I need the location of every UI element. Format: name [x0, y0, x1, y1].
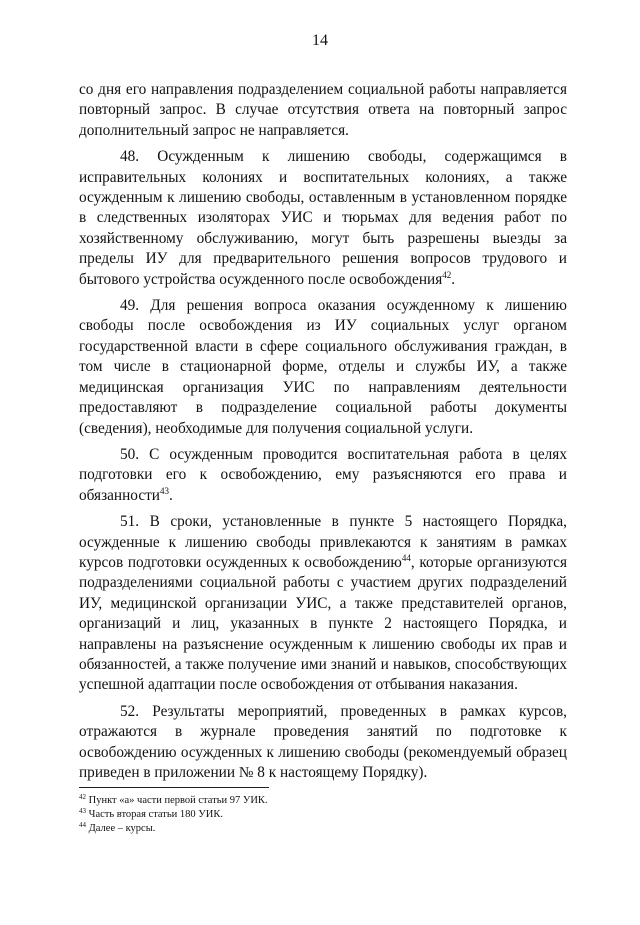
footnotes: [79, 794, 567, 836]
paragraph-text: 50. С осужденным проводится воспитательная работа в целях подготовки его к освобождению, ему разъясняются его права и обязанности: [79, 445, 567, 504]
page-number: 14: [312, 32, 328, 49]
footnote-ref-44[interactable]: 44: [401, 552, 411, 563]
paragraph-end: .: [168, 486, 173, 504]
paragraph-text: 52. Результаты мероприятий, проведенных в рамках курсов, отражаются в журнале проведения занятий по подготовке к освобождению осужденных к лишению свободы (рекомендуемый образец приведен в приложении № 8 к настоящему Порядку).: [79, 702, 567, 781]
paragraph-text: 49. Для решения вопроса оказания осужденному к лишению свободы после освобождения из ИУ социальных услуг органом государственной власти в сфере социального обслуживания граждан, в том числе в стационарной форме, отделы и службы ИУ, а также медицинская организация УИС по направлениям деятельности предоставляют в подразделение социальной работы документы (сведения), необходимые для получения социальной услуги.: [79, 297, 567, 437]
footnote-marker: 43: [79, 807, 86, 815]
paragraph-end: .: [451, 270, 456, 288]
footnote-text: Часть вторая статьи 180 УИК.: [88, 809, 223, 820]
paragraph-text-continued: , которые организуются подразделениями социальной работы с участием других подразделений ИУ, медицинской организации УИС, а также представителей органов, организаций и лиц, указанных в пункте 2 настоящего Порядка, и направлены на разъяснение осужденным к лишению свободы их прав и обязанностей, а также получение ими знаний и навыков, способствующих успешной адаптации после освобождения от отбывания наказания.: [79, 553, 567, 694]
paragraph-text: 51. В сроки, установленные в пункте 5 настоящего Порядка, осужденные к лишению свободы привлекаются к занятиям в рамках курсов подготовки осужденных к освобождению: [79, 513, 567, 571]
footnote-ref-43[interactable]: 43: [159, 485, 169, 496]
footnote-separator: [79, 787, 269, 788]
footnote-marker: 44: [79, 821, 86, 829]
footnote-43: [79, 808, 567, 822]
footnote-44: [79, 822, 567, 836]
paragraph-52: [79, 702, 567, 784]
paragraph-49: [79, 296, 567, 439]
body-text: [79, 80, 567, 789]
paragraph-51: [79, 512, 567, 696]
footnote-text: Пункт «а» части первой статьи 97 УИК.: [88, 795, 268, 806]
paragraph-continuation: [79, 80, 567, 141]
paragraph-text: 48. Осужденным к лишению свободы, содержащимся в исправительных колониях и воспитательных колониях, а также осужденным к лишению свободы, оставленным в установленном порядке в следственных изоляторах УИС и тюрьмах для ведения работ по хозяйственному обслуживанию, могут быть разрешены выезды за пределы ИУ для предварительного решения вопросов трудового и бытового устройства осужденного после освобождения: [79, 148, 567, 288]
paragraph-50: [79, 445, 567, 506]
paragraph-text: со дня его направления подразделением социальной работы направляется повторный запрос. В случае отсутствия ответа на повторный запрос дополнительный запрос не направляется.: [79, 81, 567, 139]
footnote-ref-42[interactable]: 42: [442, 269, 452, 280]
footnote-marker: 42: [79, 793, 86, 801]
paragraph-48: [79, 147, 567, 290]
footnote-42: [79, 794, 567, 808]
footnote-text: Далее – курсы.: [88, 823, 156, 834]
